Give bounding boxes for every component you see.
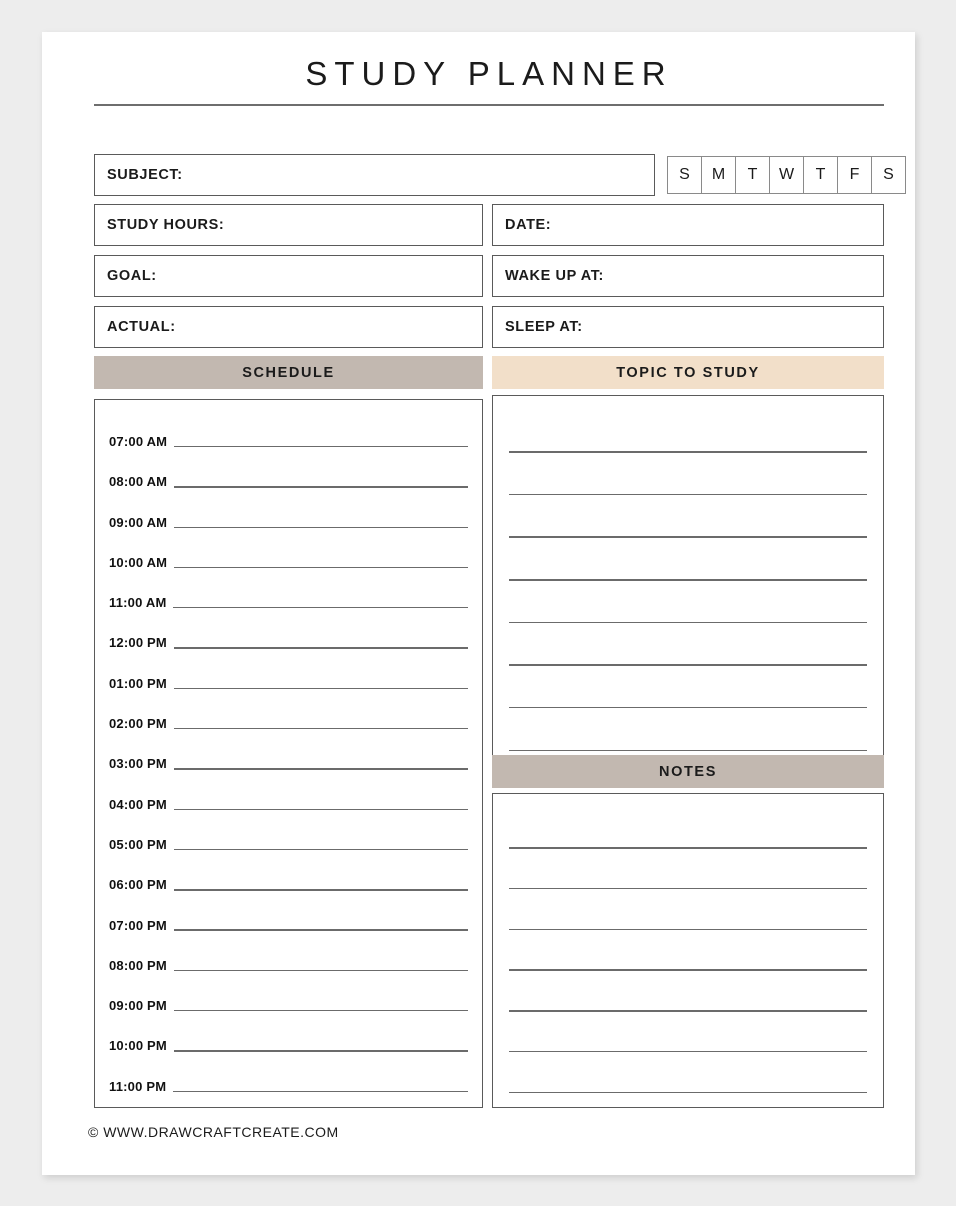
notes-row[interactable] bbox=[509, 971, 867, 1012]
schedule-time-label: 08:00 PM bbox=[109, 957, 167, 973]
schedule-write-line[interactable] bbox=[174, 688, 468, 689]
schedule-write-line[interactable] bbox=[174, 929, 468, 930]
schedule-section-header: SCHEDULE bbox=[94, 356, 483, 389]
schedule-row[interactable] bbox=[109, 694, 468, 734]
day-box-thursday[interactable]: T bbox=[804, 157, 838, 193]
topic-to-study-section-header: TOPIC TO STUDY bbox=[492, 356, 884, 389]
day-box-monday[interactable]: M bbox=[702, 157, 736, 193]
schedule-time-label: 04:00 PM bbox=[109, 796, 167, 812]
schedule-write-line[interactable] bbox=[174, 446, 468, 447]
topic-to-study-write-line[interactable] bbox=[509, 750, 867, 751]
topic-to-study-row[interactable] bbox=[509, 581, 867, 624]
date-field[interactable] bbox=[492, 204, 884, 246]
schedule-row[interactable] bbox=[109, 896, 468, 936]
schedule-time-label: 01:00 PM bbox=[109, 675, 167, 691]
schedule-time-label: 03:00 PM bbox=[109, 756, 167, 772]
schedule-row[interactable] bbox=[109, 815, 468, 855]
notes-row[interactable] bbox=[509, 930, 867, 971]
notes-row[interactable] bbox=[509, 889, 867, 930]
schedule-write-line[interactable] bbox=[173, 607, 468, 608]
day-box-saturday[interactable]: S bbox=[883, 166, 894, 183]
topic-to-study-row[interactable] bbox=[509, 666, 867, 709]
topic-to-study-row[interactable] bbox=[509, 410, 867, 453]
actual-label: ACTUAL: bbox=[107, 319, 176, 335]
notes-section-header: NOTES bbox=[492, 755, 884, 788]
schedule-time-label: 07:00 AM bbox=[109, 434, 168, 449]
schedule-row[interactable] bbox=[109, 734, 468, 774]
schedule-time-label: 02:00 PM bbox=[109, 716, 167, 732]
actual-field[interactable] bbox=[94, 306, 483, 348]
day-of-week-selector[interactable] bbox=[667, 156, 906, 194]
wake-up-at-field[interactable] bbox=[492, 255, 884, 297]
schedule-row[interactable] bbox=[109, 613, 468, 653]
day-box-sunday[interactable]: S bbox=[668, 157, 702, 193]
notes-write-line[interactable] bbox=[509, 1092, 867, 1093]
schedule-row[interactable] bbox=[109, 573, 468, 613]
day-box-wednesday[interactable]: W bbox=[770, 157, 804, 193]
page-title: STUDY PLANNER bbox=[305, 55, 673, 92]
schedule-row[interactable] bbox=[109, 533, 468, 573]
schedule-row[interactable] bbox=[109, 855, 468, 895]
schedule-write-line[interactable] bbox=[174, 889, 468, 890]
topic-to-study-row[interactable] bbox=[509, 495, 867, 538]
footer-credit: © WWW.DRAWCRAFTCREATE.COM bbox=[88, 1124, 339, 1140]
schedule-write-line[interactable] bbox=[174, 728, 468, 729]
notes-row[interactable] bbox=[509, 1052, 867, 1093]
schedule-row-list bbox=[95, 400, 482, 1107]
schedule-time-label: 05:00 PM bbox=[109, 836, 167, 852]
schedule-time-label: 06:00 PM bbox=[109, 877, 167, 893]
schedule-row[interactable] bbox=[109, 412, 468, 452]
schedule-time-label: 09:00 PM bbox=[109, 998, 167, 1014]
schedule-write-line[interactable] bbox=[174, 1050, 468, 1051]
day-box-friday[interactable]: F bbox=[838, 157, 872, 193]
planner-page bbox=[42, 32, 915, 1175]
notes-row[interactable] bbox=[509, 1012, 867, 1053]
notes-row[interactable] bbox=[509, 849, 867, 890]
schedule-row[interactable] bbox=[109, 976, 468, 1016]
date-label: DATE: bbox=[505, 217, 552, 233]
topic-to-study-line-list bbox=[493, 396, 883, 765]
schedule-time-label: 10:00 PM bbox=[109, 1038, 167, 1054]
page-header bbox=[94, 57, 884, 106]
notes-panel[interactable] bbox=[492, 793, 884, 1108]
schedule-row[interactable] bbox=[109, 452, 468, 492]
schedule-write-line[interactable] bbox=[174, 527, 468, 528]
schedule-write-line[interactable] bbox=[174, 647, 468, 648]
title-divider bbox=[94, 104, 884, 106]
schedule-row[interactable] bbox=[109, 936, 468, 976]
schedule-write-line[interactable] bbox=[174, 1010, 468, 1011]
schedule-write-line[interactable] bbox=[174, 567, 468, 568]
schedule-write-line[interactable] bbox=[174, 849, 468, 850]
schedule-write-line[interactable] bbox=[174, 809, 468, 810]
schedule-row[interactable] bbox=[109, 493, 468, 533]
wake-up-at-label: WAKE UP AT: bbox=[505, 268, 604, 284]
schedule-row[interactable] bbox=[109, 775, 468, 815]
schedule-time-label: 12:00 PM bbox=[109, 635, 167, 651]
schedule-time-label: 11:00 AM bbox=[109, 595, 167, 611]
schedule-time-label: 11:00 PM bbox=[109, 1078, 167, 1094]
schedule-time-label: 09:00 AM bbox=[109, 514, 168, 530]
study-hours-field[interactable] bbox=[94, 204, 483, 246]
schedule-write-line[interactable] bbox=[174, 768, 468, 769]
day-box-tuesday[interactable]: T bbox=[736, 157, 770, 193]
schedule-time-label: 10:00 AM bbox=[109, 554, 168, 570]
study-hours-label: STUDY HOURS: bbox=[107, 217, 225, 233]
topic-to-study-row[interactable] bbox=[509, 538, 867, 581]
schedule-panel bbox=[94, 399, 483, 1108]
topic-to-study-row[interactable] bbox=[509, 708, 867, 751]
schedule-row[interactable] bbox=[109, 654, 468, 694]
topic-to-study-panel[interactable] bbox=[492, 395, 884, 766]
goal-field[interactable] bbox=[94, 255, 483, 297]
schedule-write-line[interactable] bbox=[174, 970, 468, 971]
subject-label: SUBJECT: bbox=[107, 167, 183, 183]
notes-line-list bbox=[493, 794, 883, 1107]
sleep-at-field[interactable] bbox=[492, 306, 884, 348]
goal-label: GOAL: bbox=[107, 268, 157, 284]
schedule-time-label: 08:00 AM bbox=[109, 474, 168, 490]
topic-to-study-row[interactable] bbox=[509, 453, 867, 496]
schedule-row[interactable] bbox=[109, 1057, 468, 1097]
schedule-write-line[interactable] bbox=[173, 1091, 468, 1092]
subject-field[interactable] bbox=[94, 154, 655, 196]
schedule-write-line[interactable] bbox=[174, 486, 468, 487]
sleep-at-label: SLEEP AT: bbox=[505, 319, 583, 335]
topic-to-study-row[interactable] bbox=[509, 623, 867, 666]
notes-row[interactable] bbox=[509, 808, 867, 849]
schedule-time-label: 07:00 PM bbox=[109, 917, 167, 933]
schedule-row[interactable] bbox=[109, 1016, 468, 1056]
